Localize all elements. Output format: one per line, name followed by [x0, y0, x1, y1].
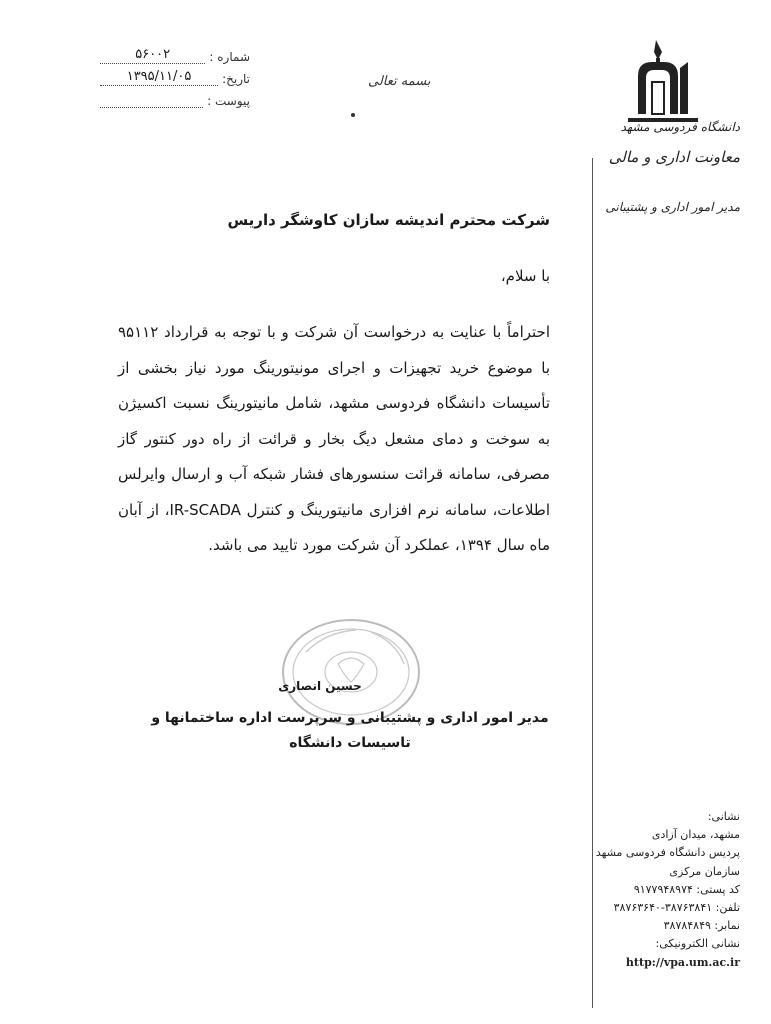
phone: تلفن: ۳۸۷۶۳۸۴۱-۳۸۷۶۳۶۴۰ — [613, 901, 740, 915]
bismillah: بسمه تعالی — [368, 74, 431, 89]
address-block — [595, 808, 740, 972]
number-label: شماره : — [209, 50, 250, 64]
fax: نمابر: ۳۸۷۸۴۸۴۹ — [663, 919, 740, 933]
university-name: دانشگاه فردوسی مشهد — [620, 120, 740, 134]
attachment-value — [100, 91, 203, 108]
address-line1: مشهد، میدان آزادی — [651, 828, 740, 842]
date-label: تاریخ: — [222, 72, 250, 86]
address-line3: سازمان مرکزی — [669, 864, 740, 878]
date-row — [100, 64, 250, 86]
number-value: ۵۶۰۰۲ — [100, 47, 205, 64]
address-line2: پردیس دانشگاه فردوسی مشهد — [595, 846, 740, 860]
attachment-label: پیوست : — [207, 94, 250, 108]
website-url: http://vpa.um.ac.ir — [625, 955, 740, 969]
signer-title — [150, 706, 550, 756]
greeting: با سلام، — [500, 267, 550, 285]
email-label: نشانی الکترونیکی: — [655, 937, 740, 951]
university-logo-icon — [618, 38, 738, 122]
number-row — [100, 42, 250, 64]
vertical-divider — [592, 158, 593, 1008]
attachment-row — [100, 86, 250, 108]
address-label: نشانی: — [707, 810, 740, 823]
signer-title-line1: مدیر امور اداری و پشتیبانی و سرپرست اداره ساختمانها و — [151, 710, 549, 726]
signer-title-line2: تاسیسات دانشگاه — [289, 735, 411, 751]
recipient: شرکت محترم اندیشه سازان کاوشگر داریس — [227, 211, 550, 229]
ink-dot — [351, 113, 355, 117]
letter-body: احتراماً با عنایت به درخواست آن شرکت و با توجه به قرارداد ۹۵۱۱۲ با موضوع خرید تجهیزات و اجرای مونیتورینگ مورد نیاز بخشی از تأسیسات دانشگاه فردوسی مشهد، شامل مانیتورینگ نسبت اکسیژن به سوخت و دمای مشعل دیگ بخار و قرائت از راه دور کنتور گاز مصرفی، سامانه قرائت سنسورهای فشار شبکه آب و ارسال وایرلس اطلاعات، سامانه نرم افزاری مانیتورینگ و کنترل IR-SCADA، از آبان ماه سال ۱۳۹۴، عملکرد آن شرکت مورد تایید می باشد. — [118, 323, 550, 554]
postal-code: کد پستی: ۹۱۷۷۹۴۸۹۷۴ — [633, 882, 740, 896]
department-name: معاونت اداری و مالی — [608, 148, 740, 166]
sub-department-name: مدیر امور اداری و پشتیبانی — [605, 200, 740, 214]
date-value: ۱۳۹۵/۱۱/۰۵ — [100, 69, 218, 86]
letter-meta — [100, 42, 250, 108]
signer-name: حسین انصاری — [278, 679, 362, 693]
